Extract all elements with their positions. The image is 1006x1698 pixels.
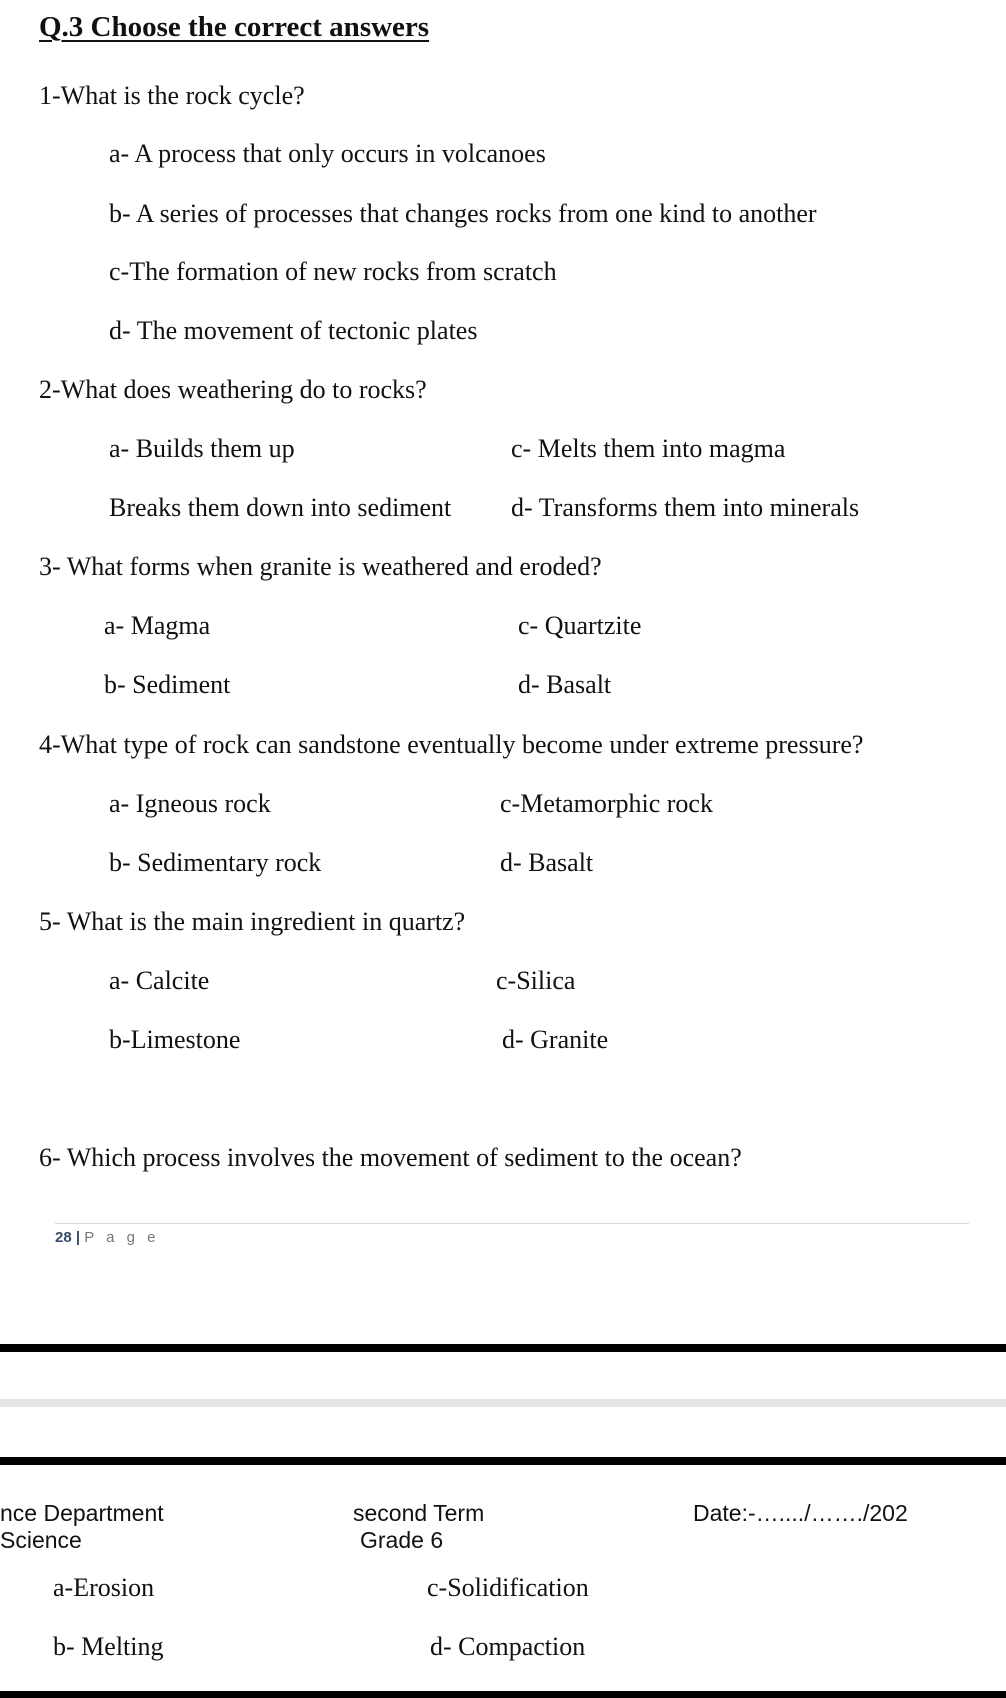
- q2-option-c: c- Melts them into magma: [511, 434, 786, 463]
- q5-option-b: b-Limestone: [109, 1025, 241, 1054]
- q3-option-c: c- Quartzite: [518, 611, 642, 640]
- question-6-text: 6- Which process involves the movement of sediment to the ocean?: [39, 1143, 742, 1172]
- q6-option-d: d- Compaction: [430, 1632, 586, 1661]
- question-4-text: 4-What type of rock can sandstone eventually become under extreme pressure?: [39, 730, 864, 759]
- page-number-value: 28: [55, 1229, 72, 1246]
- q1-option-a: a- A process that only occurs in volcanoes: [109, 139, 546, 168]
- q5-option-d: d- Granite: [502, 1025, 609, 1054]
- q6-option-c: c-Solidification: [427, 1573, 589, 1602]
- header-department: nce Department: [0, 1500, 164, 1526]
- page-number: [55, 1229, 160, 1247]
- question-2-text: 2-What does weathering do to rocks?: [39, 375, 427, 404]
- q1-option-d: d- The movement of tectonic plates: [109, 316, 478, 345]
- q6-option-a: a-Erosion: [53, 1573, 155, 1602]
- page-label: P a g e: [84, 1229, 160, 1246]
- q1-option-b: b- A series of processes that changes rocks from one kind to another: [109, 199, 817, 228]
- q5-option-c: c-Silica: [496, 966, 576, 995]
- q4-option-c: c-Metamorphic rock: [500, 789, 713, 818]
- q2-option-a: a- Builds them up: [109, 434, 295, 463]
- page-number-separator: |: [75, 1229, 81, 1246]
- q3-option-b: b- Sediment: [104, 670, 231, 699]
- q2-option-b: Breaks them down into sediment: [109, 493, 452, 522]
- q6-option-b: b- Melting: [53, 1632, 164, 1661]
- question-3-text: 3- What forms when granite is weathered and eroded?: [39, 552, 602, 581]
- q4-option-a: a- Igneous rock: [109, 789, 271, 818]
- page-break-bar-bottom: [0, 1457, 1006, 1465]
- q3-option-d: d- Basalt: [518, 670, 612, 699]
- footer-divider: [55, 1223, 969, 1224]
- q4-option-b: b- Sedimentary rock: [109, 848, 322, 877]
- header-term: second Term: [353, 1500, 485, 1526]
- page-break-bar-top: [0, 1344, 1006, 1352]
- q4-option-d: d- Basalt: [500, 848, 594, 877]
- page-break-gap: [0, 1399, 1006, 1407]
- q1-option-c: c-The formation of new rocks from scratch: [109, 257, 557, 286]
- header-date: Date:-…..../……./202: [693, 1500, 908, 1526]
- q3-option-a: a- Magma: [104, 611, 211, 640]
- header-subject: Science: [0, 1527, 82, 1553]
- q2-option-d: d- Transforms them into minerals: [511, 493, 860, 522]
- page-title: Q.3 Choose the correct answers: [39, 11, 430, 43]
- header-grade: Grade 6: [360, 1527, 444, 1553]
- question-5-text: 5- What is the main ingredient in quartz?: [39, 907, 466, 936]
- question-1-text: 1-What is the rock cycle?: [39, 81, 305, 110]
- bottom-bar: [0, 1691, 1006, 1698]
- q5-option-a: a- Calcite: [109, 966, 210, 995]
